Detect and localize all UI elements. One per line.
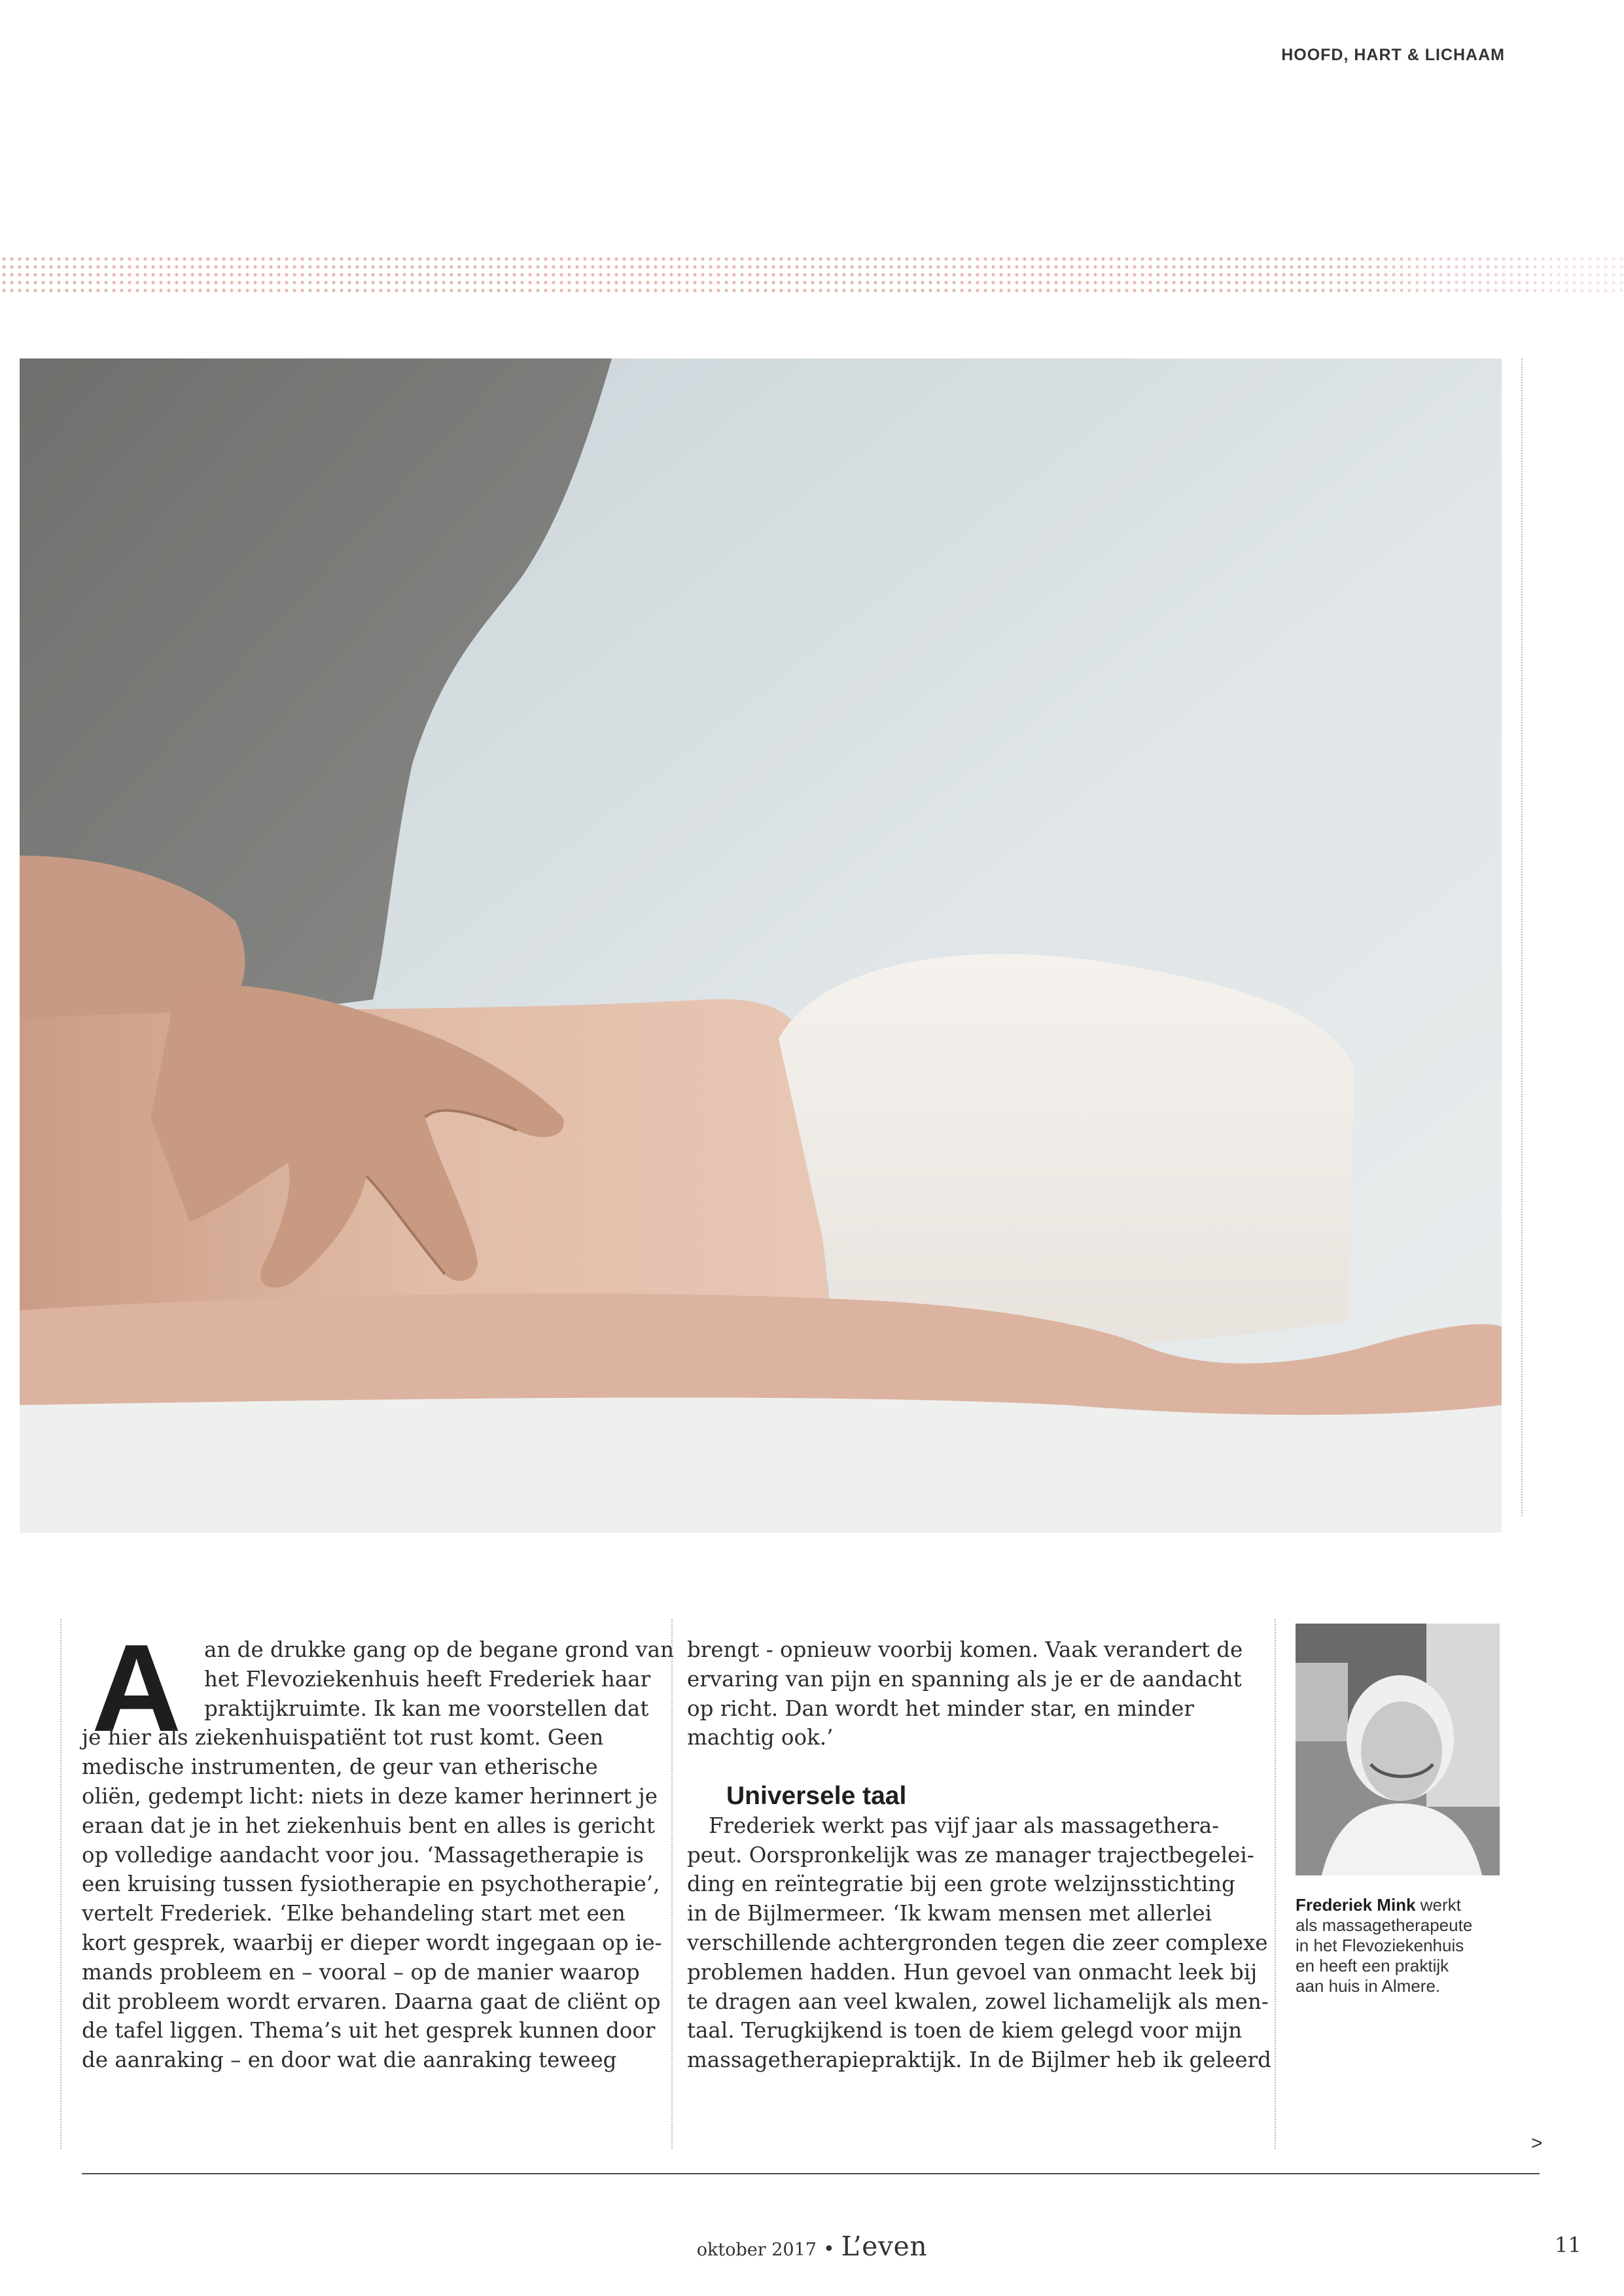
text-line: peut. Oorspronkelijk was ze manager trajectbegelei- [687, 1842, 1254, 1868]
text-line: in de Bijlmermeer. ‘Ik kwam mensen met allerlei [687, 1901, 1212, 1926]
text-line: brengt - opnieuw voorbij komen. Vaak verandert de [687, 1637, 1243, 1662]
right-margin-rule [1521, 358, 1523, 1516]
caption-line: en heeft een praktijk [1296, 1956, 1449, 1975]
text-line: verschillende achtergronden tegen die zeer complexe [687, 1930, 1268, 1955]
text-line: kort gesprek, waarbij er dieper wordt ingegaan op ie- [82, 1930, 662, 1955]
drop-cap: A [92, 1619, 182, 1758]
caption-line: aan huis in Almere. [1296, 1976, 1441, 1996]
text-line: Frederiek werkt pas vijf jaar als massagethera- [709, 1813, 1220, 1838]
article-column-2 [687, 1635, 1271, 2075]
text-line: medische instrumenten, de geur van etherische [82, 1754, 598, 1780]
text-line: an de drukke gang op de begane grond van [204, 1637, 674, 1662]
page-number: 11 [1555, 2233, 1581, 2257]
footer-rule [82, 2173, 1540, 2174]
text-line: te dragen aan veel kwalen, zowel lichamelijk als men- [687, 1989, 1269, 2014]
caption-line: als massagetherapeute [1296, 1915, 1473, 1935]
text-line: problemen hadden. Hun gevoel van onmacht leek bij [687, 1959, 1258, 1985]
column-rule-left [60, 1619, 62, 2149]
column-rule-right [1275, 1619, 1276, 2149]
footer-bullet: • [822, 2238, 835, 2261]
portrait-photo [1296, 1624, 1500, 1875]
article-column-1 [82, 1635, 674, 2075]
subheading: Universele taal [726, 1781, 907, 1810]
text-line: het Flevoziekenhuis heeft Frederiek haar [204, 1666, 651, 1692]
photo-caption: Frederiek Mink werkt als massagetherapeute in het Flevoziekenhuis en heeft een praktijk aan huis in Almere. [1296, 1895, 1473, 1996]
text-line: machtig ook.’ [687, 1725, 834, 1750]
text-line: een kruising tussen fysiotherapie en psychotherapie’, [82, 1871, 660, 1897]
text-line: mands probleem en – vooral – op de manier waarop [82, 1959, 640, 1985]
text-line: taal. Terugkijkend is toen de kiem gelegd voor mijn [687, 2018, 1243, 2044]
text-line: op richt. Dan wordt het minder star, en minder [687, 1696, 1194, 1721]
text-line: eraan dat je in het ziekenhuis bent en alles is gericht [82, 1813, 655, 1838]
text-line: vertelt Frederiek. ‘Elke behandeling start met een [82, 1901, 626, 1926]
footer-date: oktober 2017 [696, 2240, 817, 2260]
text-line: de tafel liggen. Thema’s uit het gesprek kunnen door [82, 2018, 656, 2044]
text-line: je hier als ziekenhuispatiënt tot rust komt. Geen [82, 1725, 604, 1750]
magazine-name: L’even [841, 2231, 928, 2262]
text-line: ervaring van pijn en spanning als je er de aandacht [687, 1666, 1242, 1692]
text-line: op volledige aandacht voor jou. ‘Massagetherapie is [82, 1842, 644, 1868]
footer [0, 2231, 1624, 2262]
continue-arrow: > [1531, 2132, 1543, 2154]
text-line: oliën, gedempt licht: niets in deze kamer herinnert je [82, 1783, 658, 1809]
caption-name: Frederiek Mink [1296, 1895, 1416, 1915]
massage-photo [20, 358, 1502, 1533]
text-line: dit probleem wordt ervaren. Daarna gaat de cliënt op [82, 1989, 661, 2014]
text-line: de aanraking – en door wat die aanraking teweeg [82, 2047, 617, 2073]
caption-line: in het Flevoziekenhuis [1296, 1936, 1464, 1955]
text-line: massagetherapiepraktijk. In de Bijlmer heb ik geleerd [687, 2047, 1271, 2073]
section-label: HOOFD, HART & LICHAAM [1281, 46, 1505, 64]
text-line: praktijkruimte. Ik kan me voorstellen dat [204, 1696, 649, 1721]
text-line: ding en reïntegratie bij een grote welzijnsstichting [687, 1871, 1235, 1897]
